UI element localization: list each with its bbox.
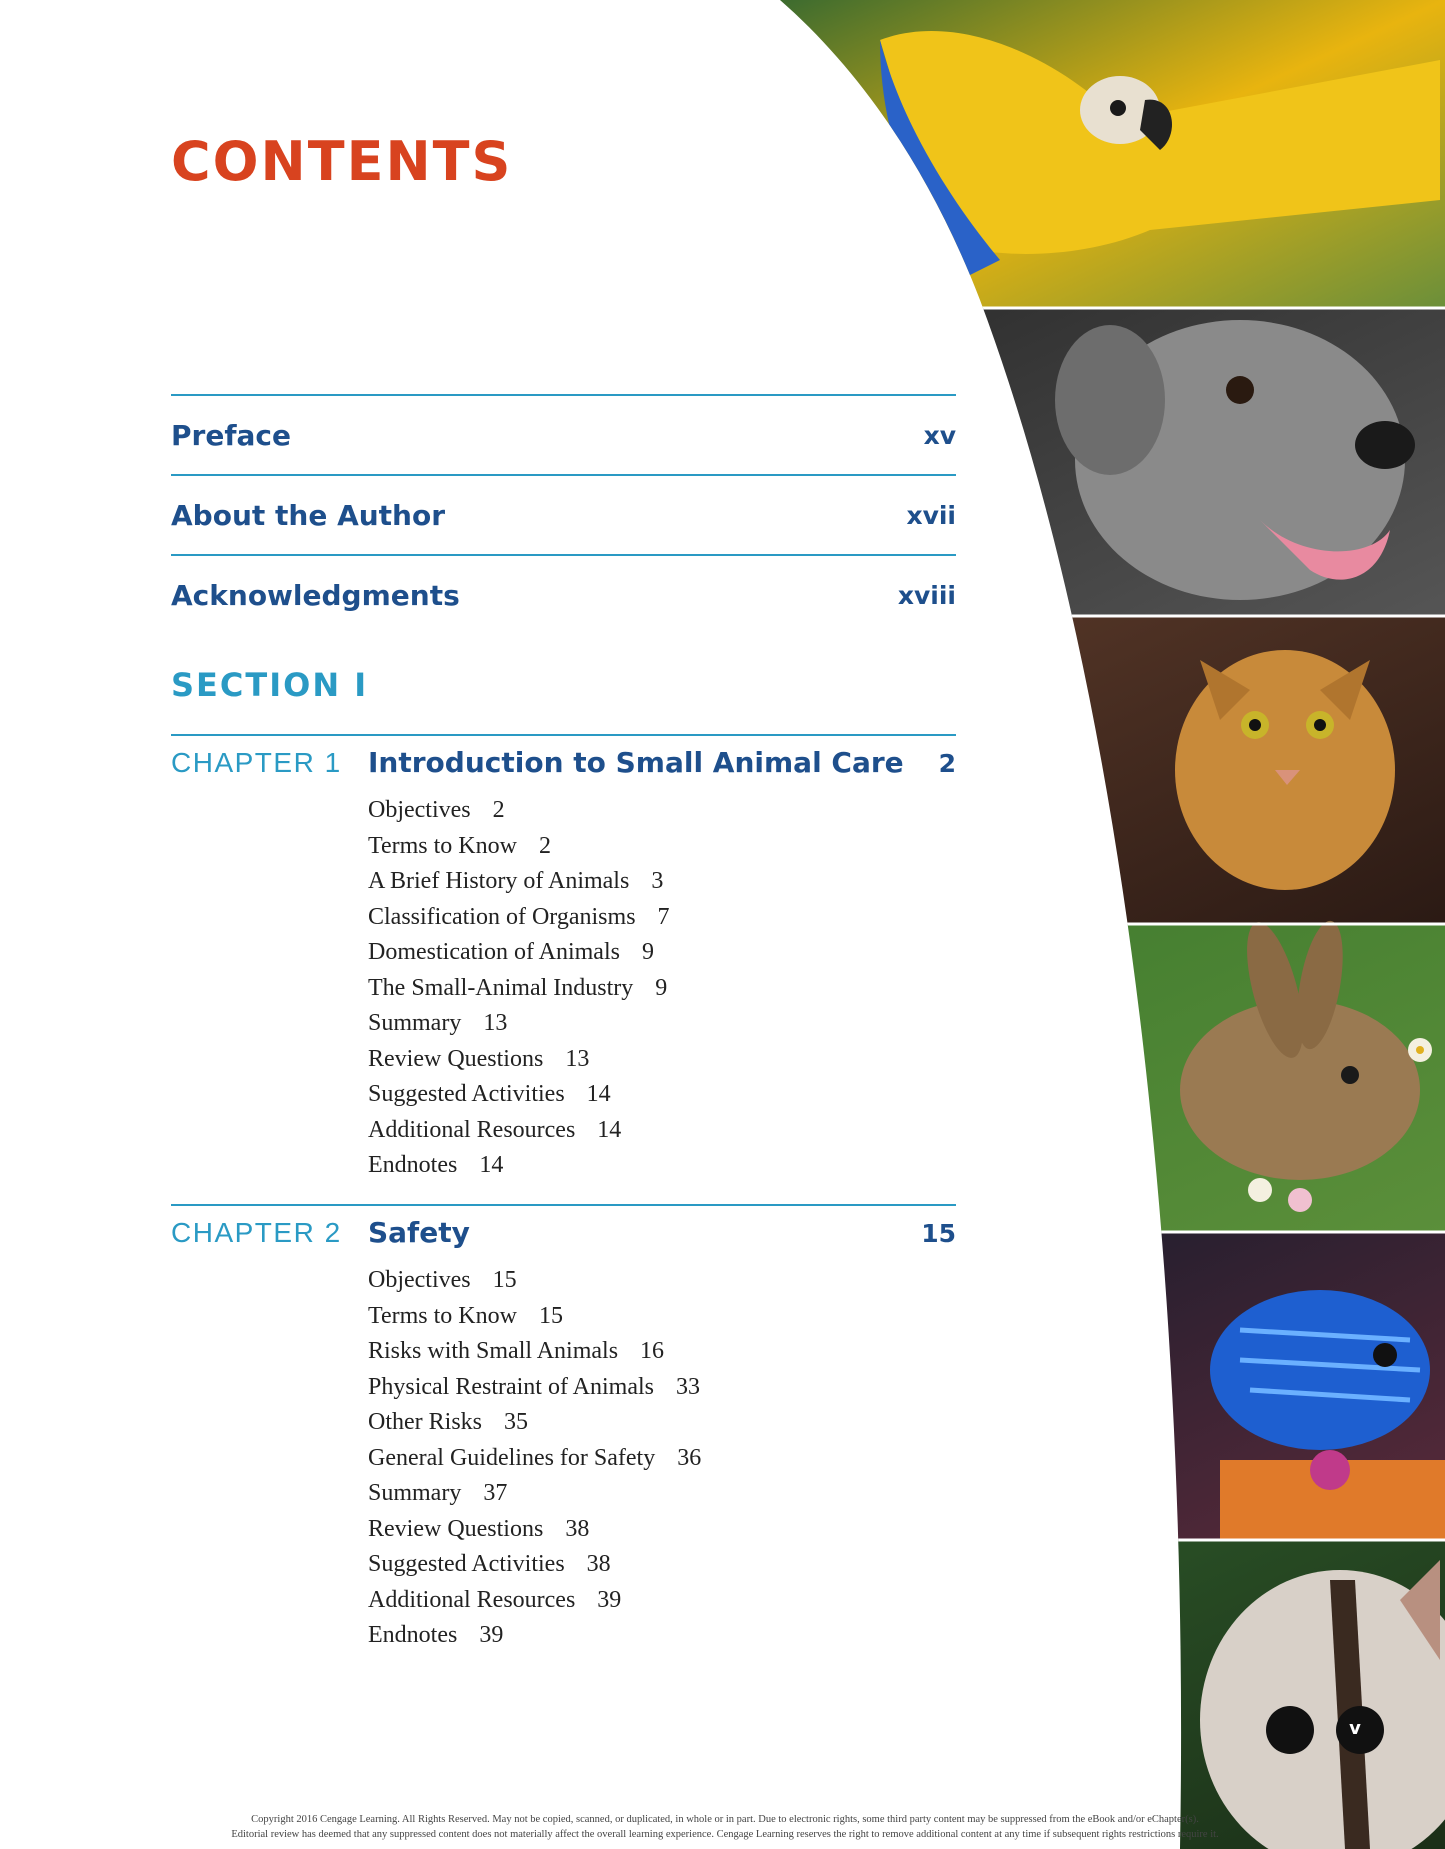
topic-page: 9	[641, 939, 654, 965]
topic-item[interactable]	[368, 1077, 956, 1113]
topic-item[interactable]	[368, 1148, 956, 1184]
topic-item[interactable]	[368, 1299, 956, 1335]
topic-page: 39	[597, 1586, 622, 1613]
topic-label: Endnotes	[368, 1152, 458, 1178]
topic-page: 2	[538, 832, 551, 859]
topic-label: Classification of Organisms	[368, 903, 636, 930]
toc-entry-acknowledgments[interactable]	[171, 554, 956, 632]
topic-label: Physical Restraint of Animals	[368, 1373, 654, 1400]
topic-label: A Brief History of Animals	[368, 868, 630, 894]
topic-page: 35	[504, 1409, 528, 1435]
macaw-photo	[780, 0, 1445, 308]
topic-item[interactable]	[368, 900, 956, 936]
topic-page: 37	[483, 1480, 508, 1506]
topic-label: Additional Resources	[368, 1116, 576, 1143]
front-matter-list	[171, 394, 956, 634]
topic-page: 36	[677, 1444, 702, 1471]
topic-page: 15	[492, 1267, 517, 1293]
topic-label: Summary	[368, 1480, 462, 1506]
topic-item[interactable]	[368, 1405, 956, 1441]
toc-entry-about-author[interactable]	[171, 474, 956, 552]
topic-item[interactable]	[368, 1547, 956, 1583]
toc-entry-label: About the Author	[171, 498, 446, 532]
topic-page: 15	[538, 1302, 563, 1329]
topic-page: 7	[657, 903, 670, 930]
section-heading: SECTION I	[171, 666, 369, 704]
toc-entry-page: xvii	[906, 500, 956, 530]
topic-page: 14	[479, 1152, 504, 1178]
topic-item[interactable]	[368, 1618, 956, 1654]
topic-item[interactable]	[368, 1042, 956, 1078]
topic-page: 3	[651, 868, 664, 894]
topic-item[interactable]	[368, 1476, 956, 1512]
chapter-label: CHAPTER 1	[171, 747, 342, 778]
topic-label: Terms to Know	[368, 1302, 517, 1329]
topic-label: The Small-Animal Industry	[368, 974, 634, 1001]
toc-entry-preface[interactable]	[171, 394, 956, 472]
toc-entry-page: xv	[923, 420, 956, 450]
chapter-2	[171, 1204, 956, 1654]
topic-page: 38	[565, 1515, 590, 1542]
topic-page: 38	[586, 1551, 611, 1577]
toc-entry-label: Preface	[171, 418, 291, 452]
copyright-notice	[140, 1812, 1310, 1842]
chapter-page: 2	[938, 749, 956, 778]
topic-label: Terms to Know	[368, 832, 517, 859]
topic-page: 39	[479, 1622, 504, 1648]
topic-page: 14	[597, 1116, 622, 1143]
topic-label: Other Risks	[368, 1409, 482, 1435]
topic-label: Objectives	[368, 1267, 471, 1293]
copyright-line: Copyright 2016 Cengage Learning. All Rights Reserved. May not be copied, scanned, or duplicated, in whole or in part. Due to electronic rights, some third party content may be suppressed from the eBook and/or eChapter(s).	[251, 1814, 1199, 1825]
topic-item[interactable]	[368, 971, 956, 1007]
topic-label: Domestication of Animals	[368, 939, 620, 965]
topic-page: 33	[675, 1373, 700, 1400]
topic-label: Review Questions	[368, 1515, 544, 1542]
chapter-topic-list	[368, 1263, 956, 1654]
chapter-title: Safety	[368, 1216, 470, 1249]
topic-item[interactable]	[368, 1334, 956, 1370]
page-title: CONTENTS	[171, 130, 513, 193]
topic-page: 13	[483, 1010, 508, 1036]
toc-entry-page: xviii	[897, 580, 956, 610]
topic-page: 16	[640, 1338, 665, 1364]
topic-item[interactable]	[368, 1583, 956, 1619]
copyright-line: Editorial review has deemed that any suppressed content does not materially affect the overall learning experience. Cengage Learning reserves the right to remove additional content at any time if subsequent rights restrictions require it.	[231, 1829, 1219, 1840]
topic-item[interactable]	[368, 864, 956, 900]
chapter-heading[interactable]	[171, 736, 956, 779]
topic-item[interactable]	[368, 1370, 956, 1406]
topic-page: 2	[492, 797, 505, 823]
topic-item[interactable]	[368, 1512, 956, 1548]
topic-page: 14	[586, 1081, 611, 1107]
topic-page: 9	[655, 974, 668, 1001]
topic-item[interactable]	[368, 1263, 956, 1299]
chapter-label: CHAPTER 2	[171, 1217, 342, 1248]
chapter-1	[171, 734, 956, 1184]
chapter-topic-list	[368, 793, 956, 1184]
topic-label: Additional Resources	[368, 1586, 576, 1613]
topic-item[interactable]	[368, 1113, 956, 1149]
toc-entry-label: Acknowledgments	[171, 578, 460, 612]
topic-item[interactable]	[368, 1441, 956, 1477]
topic-page: 13	[565, 1045, 590, 1072]
topic-item[interactable]	[368, 935, 956, 971]
topic-item[interactable]	[368, 829, 956, 865]
topic-label: General Guidelines for Safety	[368, 1444, 656, 1471]
chapter-heading[interactable]	[171, 1206, 956, 1249]
page-number: v	[1349, 1718, 1361, 1739]
topic-label: Suggested Activities	[368, 1551, 565, 1577]
topic-label: Suggested Activities	[368, 1081, 565, 1107]
topic-label: Review Questions	[368, 1045, 544, 1072]
topic-item[interactable]	[368, 1006, 956, 1042]
chapter-title: Introduction to Small Animal Care	[368, 746, 904, 779]
topic-label: Objectives	[368, 797, 471, 823]
topic-label: Risks with Small Animals	[368, 1338, 619, 1364]
topic-label: Summary	[368, 1010, 462, 1036]
chapter-page: 15	[921, 1219, 956, 1248]
topic-item[interactable]	[368, 793, 956, 829]
topic-label: Endnotes	[368, 1622, 458, 1648]
